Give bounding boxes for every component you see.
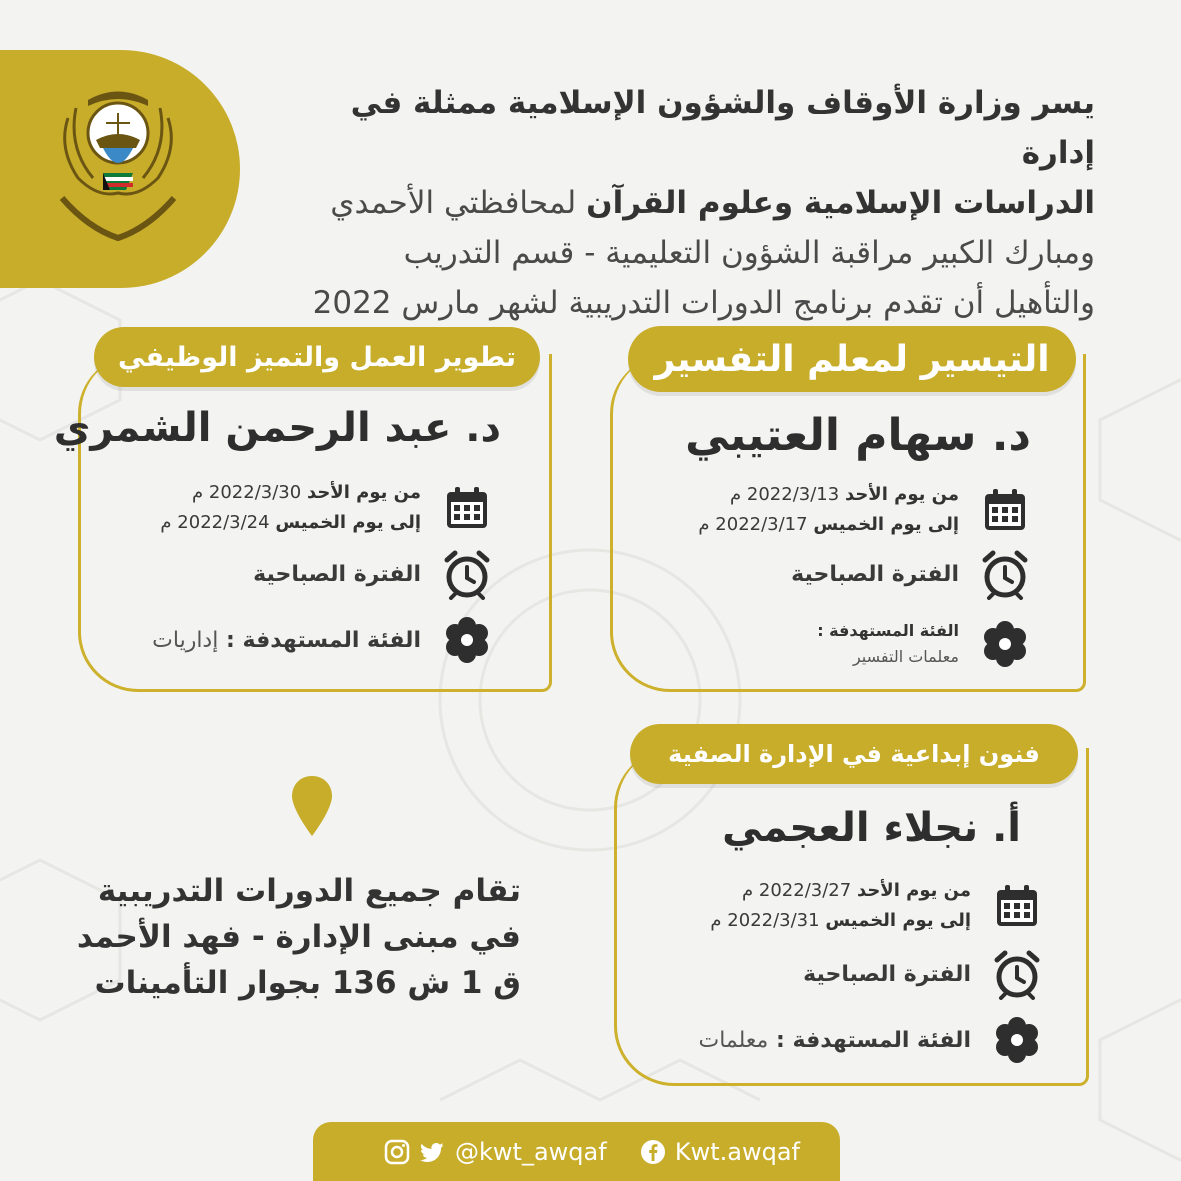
course-1-to-label: إلى يوم الخميس bbox=[813, 514, 959, 535]
course-2-category-value: إداريات bbox=[152, 627, 219, 653]
intro-line-4: والتأهيل أن تقدم برنامج الدورات التدريبية لشهر مارس 2022 bbox=[312, 285, 1095, 321]
intro-line-2-rest: لمحافظتي الأحمدي bbox=[330, 185, 577, 221]
instructor-name-2: د. عبد الرحمن الشمري bbox=[53, 405, 501, 451]
social-handle-left[interactable]: @kwt_awqaf bbox=[455, 1137, 607, 1166]
social-facebook[interactable] bbox=[639, 1138, 800, 1166]
instructor-name-1: د. سهام العتيبي bbox=[685, 410, 1031, 461]
course-3-period-row bbox=[803, 948, 1043, 1000]
course-1-from-date: 2022/3/13 bbox=[746, 484, 840, 505]
intro-paragraph bbox=[295, 78, 1095, 328]
twitter-icon[interactable] bbox=[419, 1138, 447, 1166]
course-3-category-row bbox=[699, 1014, 1043, 1066]
course-2-to-label: إلى يوم الخميس bbox=[275, 512, 421, 533]
course-3-to-label: إلى يوم الخميس bbox=[825, 910, 971, 931]
course-3-from-date: 2022/3/27 bbox=[758, 880, 852, 901]
venue-text bbox=[61, 868, 521, 1006]
course-2-period: الفترة الصباحية bbox=[253, 561, 421, 587]
course-1-suffix-1: م bbox=[730, 484, 742, 505]
facebook-icon[interactable] bbox=[639, 1138, 667, 1166]
footer-bar bbox=[313, 1122, 840, 1181]
intro-dept-name: الدراسات الإسلامية وعلوم القرآن bbox=[586, 185, 1095, 221]
venue-line-1: تقام جميع الدورات التدريبية bbox=[97, 873, 521, 909]
venue-line-2: في مبنى الإدارة - فهد الأحمد bbox=[76, 919, 521, 955]
course-title-1: التيسير لمعلم التفسير bbox=[628, 326, 1076, 392]
course-3-dates bbox=[710, 876, 971, 936]
course-3-dates-row bbox=[710, 876, 1043, 936]
calendar-icon bbox=[979, 484, 1031, 536]
course-title-3: فنون إبداعية في الإدارة الصفية bbox=[630, 724, 1078, 784]
instructor-name-3: أ. نجلاء العجمي bbox=[722, 805, 1021, 851]
course-2-dates bbox=[160, 478, 421, 538]
course-1-from-label: من يوم الأحد bbox=[844, 484, 959, 505]
course-3-suffix-2: م bbox=[710, 910, 722, 931]
course-1-suffix-2: م bbox=[698, 514, 710, 535]
venue-line-3: ق 1 ش 136 بجوار التأمينات bbox=[94, 965, 521, 1001]
course-1-period: الفترة الصباحية bbox=[791, 561, 959, 587]
course-1-dates-row bbox=[698, 480, 1031, 540]
course-2-suffix-2: م bbox=[160, 512, 172, 533]
course-2-from-label: من يوم الأحد bbox=[306, 482, 421, 503]
alarm-clock-icon bbox=[979, 548, 1031, 600]
course-1-category-label: الفئة المستهدفة : bbox=[817, 621, 959, 640]
course-2-from-date: 2022/3/30 bbox=[208, 482, 302, 503]
course-1-to-date: 2022/3/17 bbox=[715, 514, 808, 535]
course-2-category bbox=[152, 628, 421, 653]
course-1-category-row bbox=[817, 618, 1031, 670]
gear-flower-icon bbox=[979, 618, 1031, 670]
ministry-emblem-icon bbox=[48, 78, 188, 248]
course-1-dates bbox=[698, 480, 959, 540]
alarm-clock-icon bbox=[991, 948, 1043, 1000]
course-2-period-row bbox=[253, 548, 493, 600]
course-3-from-label: من يوم الأحد bbox=[856, 880, 971, 901]
course-3-period: الفترة الصباحية bbox=[803, 961, 971, 987]
calendar-icon bbox=[441, 482, 493, 534]
alarm-clock-icon bbox=[441, 548, 493, 600]
course-2-suffix-1: م bbox=[192, 482, 204, 503]
course-2-dates-row bbox=[160, 478, 493, 538]
course-3-category bbox=[699, 1028, 971, 1053]
course-3-category-label: الفئة المستهدفة : bbox=[776, 1027, 971, 1053]
course-1-category-value: معلمات التفسير bbox=[852, 647, 959, 666]
course-title-2: تطوير العمل والتميز الوظيفي bbox=[94, 327, 540, 387]
instagram-icon[interactable] bbox=[383, 1138, 411, 1166]
course-1-period-row bbox=[791, 548, 1031, 600]
calendar-icon bbox=[991, 880, 1043, 932]
gear-flower-icon bbox=[991, 1014, 1043, 1066]
course-2-category-label: الفئة المستهدفة : bbox=[226, 627, 421, 653]
gear-flower-icon bbox=[441, 614, 493, 666]
intro-line-1: يسر وزارة الأوقاف والشؤون الإسلامية ممثلة في إدارة bbox=[350, 85, 1095, 171]
course-3-suffix-1: م bbox=[742, 880, 754, 901]
social-instagram-twitter[interactable] bbox=[383, 1138, 607, 1166]
intro-line-2 bbox=[295, 178, 1095, 228]
course-2-to-date: 2022/3/24 bbox=[177, 512, 270, 533]
course-2-category-row bbox=[152, 614, 493, 666]
course-1-category bbox=[817, 618, 959, 670]
course-3-category-value: معلمات bbox=[698, 1027, 769, 1053]
location-pin-icon bbox=[290, 774, 334, 838]
social-handle-right[interactable]: Kwt.awqaf bbox=[674, 1137, 800, 1166]
course-3-to-date: 2022/3/31 bbox=[727, 910, 820, 931]
intro-line-3: ومبارك الكبير مراقبة الشؤون التعليمية - قسم التدريب bbox=[403, 235, 1095, 271]
